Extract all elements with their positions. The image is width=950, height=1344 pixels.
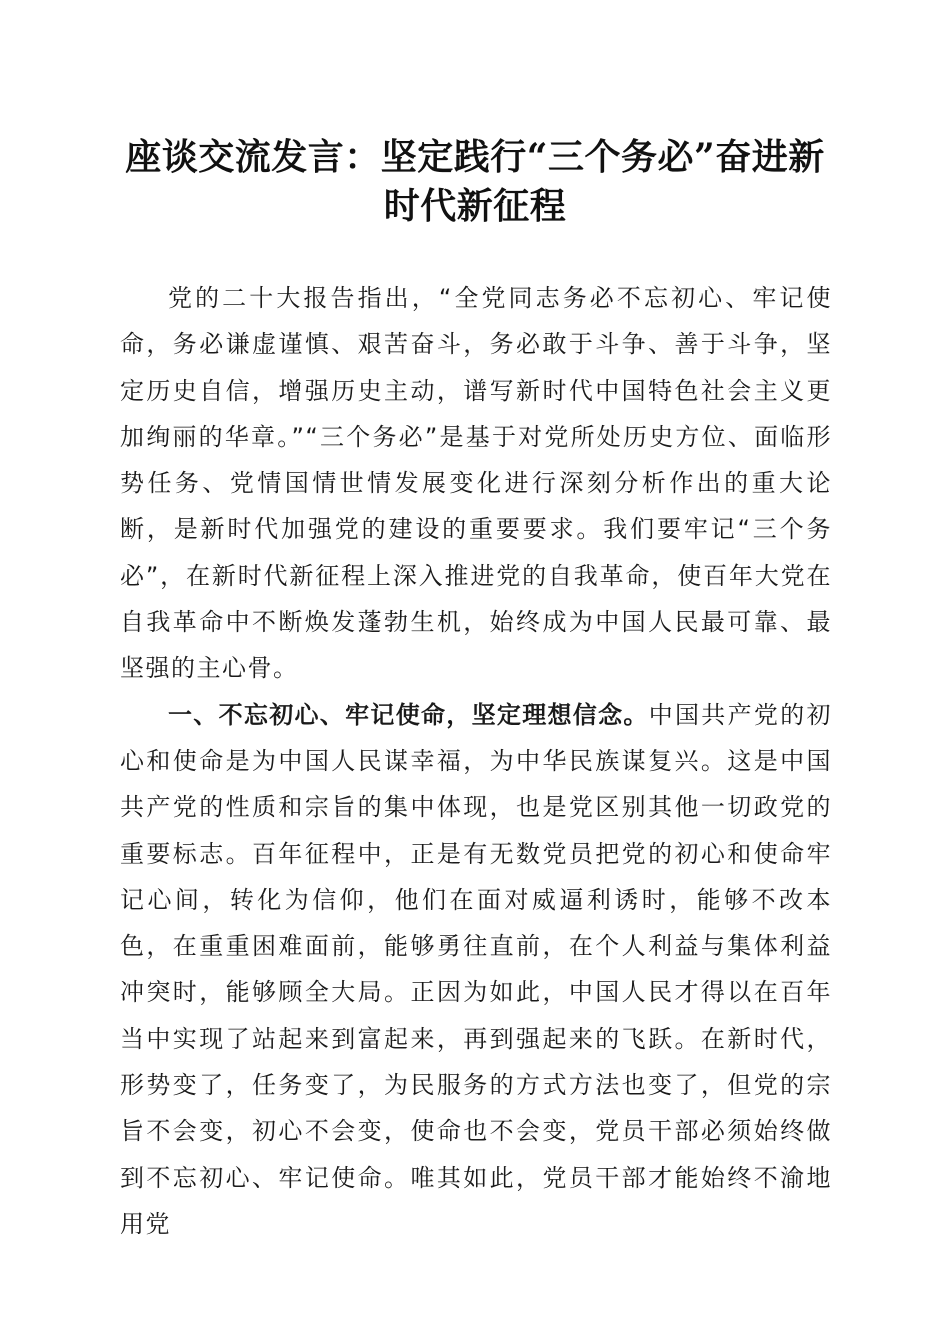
section-1-heading: 一、不忘初心、牢记使命，坚定理想信念。 — [168, 700, 649, 729]
document-title — [100, 133, 850, 231]
section-1-body: 中国共产党的初心和使命是为中国人民谋幸福，为中华民族谋复兴。这是中国共产党的性质和宗旨的集中体现，也是党区别其他一切政党的重要标志。百年征程中，正是有无数党员把党的初心和使命牢记心间，转化为信仰，他们在面对威逼利诱时，能够不改本色，在重重困难面前，能够勇往直前，在个人利益与集体利益冲突时，能够顾全大局。正因为如此，中国人民才得以在百年当中实现了站起来到富起来，再到强起来的飞跃。在新时代，形势变了，任务变了，为民服务的方式方法也变了，但党的宗旨不会变，初心不会变，使命也不会变，党员干部必须始终做到不忘初心、牢记使命。唯其如此，党员干部才能始终不渝地用党 — [120, 700, 833, 1238]
intro-paragraph: 党的二十大报告指出，“全党同志务必不忘初心、牢记使命，务必谦虚谨慎、艰苦奋斗，务必敢于斗争、善于斗争，坚定历史自信，增强历史主动，谱写新时代中国特色社会主义更加绚丽的华章。”“三个务必”是基于对党所处历史方位、面临形势任务、党情国情世情发展变化进行深刻分析作出的重大论断，是新时代加强党的建设的重要要求。我们要牢记“三个务必”，在新时代新征程上深入推进党的自我革命，使百年大党在自我革命中不断焕发蓬勃生机，始终成为中国人民最可靠、最坚强的主心骨。 — [120, 284, 832, 683]
title-line-1: 座谈交流发言：坚定践行“三个务必”奋进新 — [125, 136, 825, 178]
section-1-paragraph — [120, 692, 832, 1248]
document-body — [120, 275, 832, 1247]
title-line-2: 时代新征程 — [383, 185, 567, 227]
